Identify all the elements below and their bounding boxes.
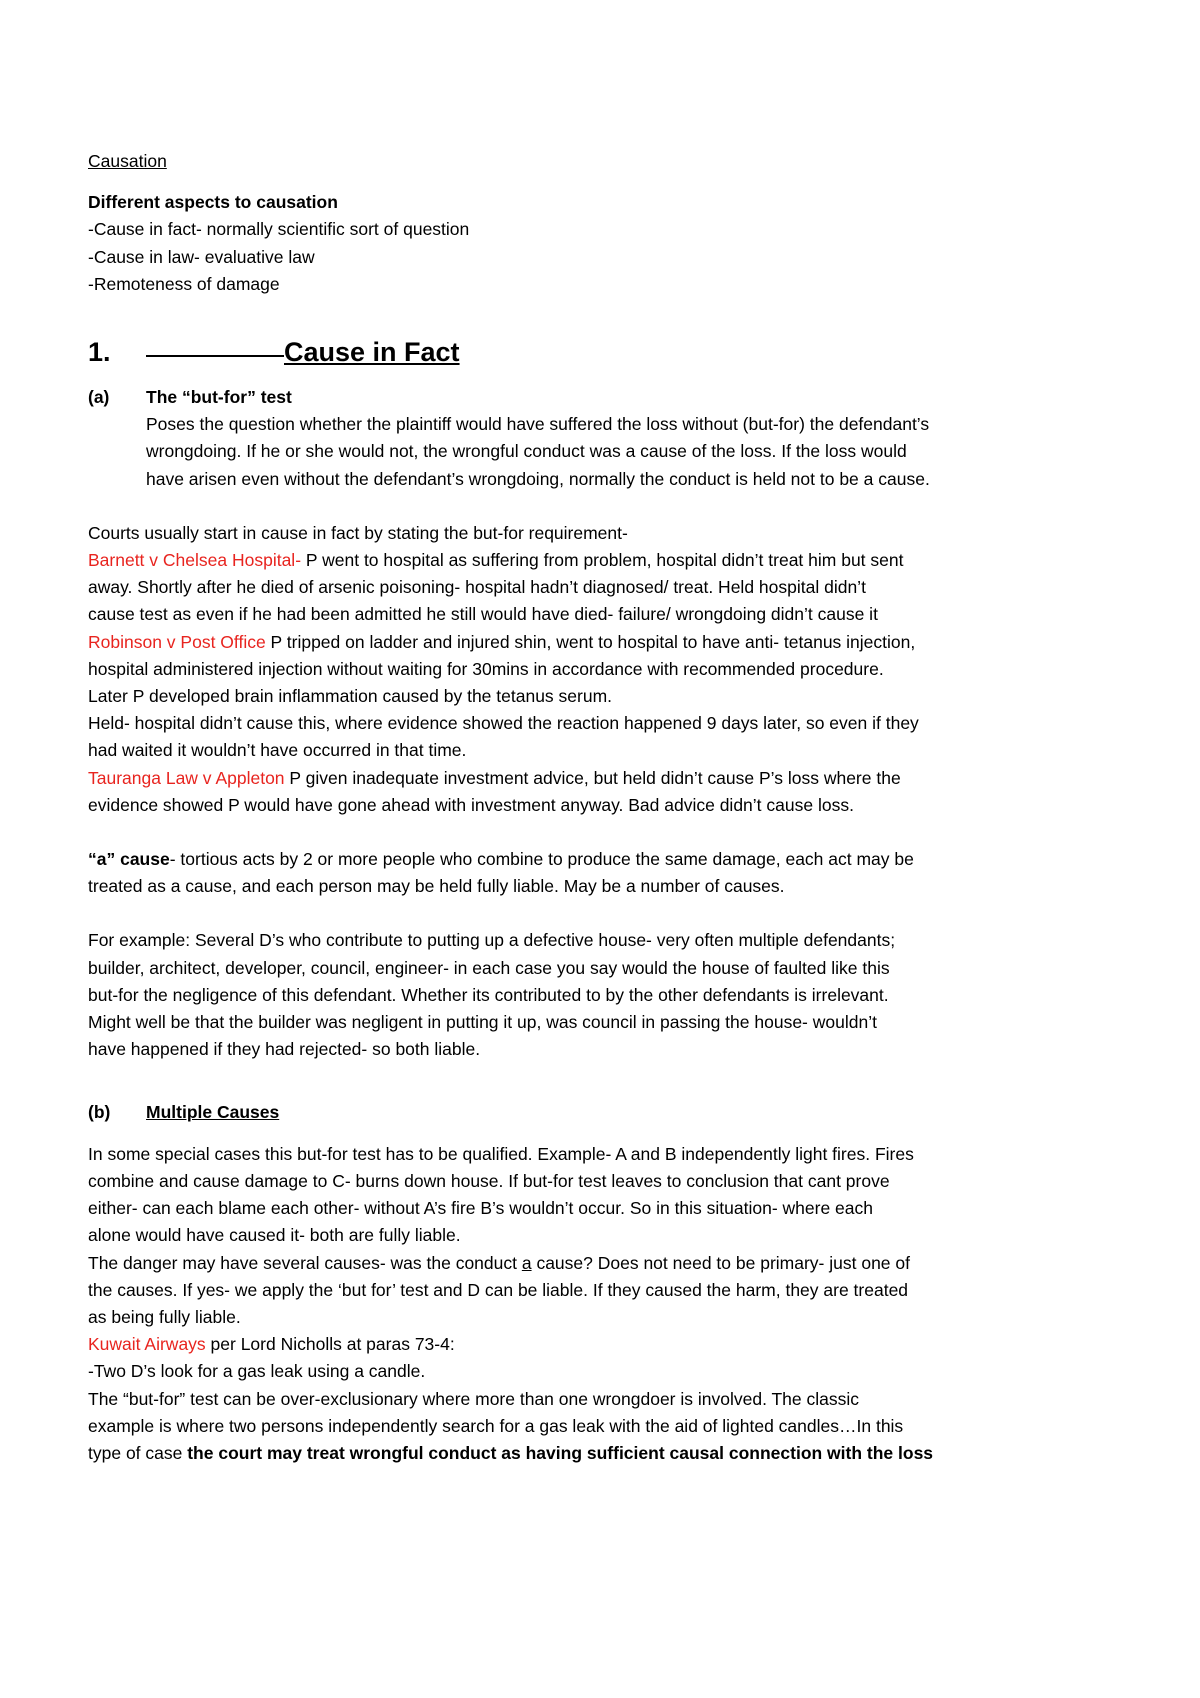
kuwait-last-line [88, 1440, 1088, 1467]
paragraph-line: builder, architect, developer, council, engineer- in each case you say would the house of faulted like this [88, 957, 890, 978]
spacer [88, 900, 1088, 927]
spacer [88, 1063, 1088, 1099]
paragraph-line: treated as a cause, and each person may be held fully liable. May be a number of causes. [88, 876, 785, 897]
paragraph-line: Held- hospital didn’t cause this, where evidence showed the reaction happened 9 days later, so even if they [88, 713, 919, 734]
subsection-b-heading [88, 1099, 1088, 1126]
danger-paragraph [88, 1250, 1088, 1277]
paragraph-line: Later P developed brain inflammation caused by the tetanus serum. [88, 686, 613, 707]
paragraph-line: In some special cases this but-for test has to be qualified. Example- A and B independently light fires. Fires [88, 1143, 914, 1164]
subsection-label: (a) [88, 387, 110, 408]
paragraph-text: cause? Does not need to be primary- just one of [531, 1252, 910, 1273]
paragraph-line: evidence showed P would have gone ahead with investment anyway. Bad advice didn’t cause loss. [88, 794, 854, 815]
spacer [88, 493, 1088, 520]
spacer [88, 1127, 1088, 1141]
section-1-heading [88, 334, 1088, 370]
paragraph-line: combine and cause damage to C- burns down house. If but-for test leaves to conclusion that cant prove [88, 1170, 890, 1191]
paragraph-text: P went to hospital as suffering from problem, hospital didn’t treat him but sent [301, 550, 904, 571]
spacer [88, 175, 1088, 189]
aspect-item: -Cause in law- evaluative law [88, 246, 315, 267]
paragraph-text: P tripped on ladder and injured shin, went to hospital to have anti- tetanus injection, [265, 631, 916, 652]
a-cause-paragraph [88, 846, 1088, 873]
paragraph-text: The danger may have several causes- was the conduct [88, 1252, 522, 1273]
paragraph-text: per Lord Nicholls at paras 73-4: [205, 1334, 455, 1355]
a-cause-term: “a” cause [88, 849, 170, 870]
paragraph-line: Might well be that the builder was negligent in putting it up, was council in passing the house- wouldn’t [88, 1012, 877, 1033]
bold-text: the court may treat wrongful conduct as having sufficient causal connection with the loss [187, 1442, 934, 1463]
paragraph-line: wrongdoing. If he or she would not, the wrongful conduct was a cause of the loss. If the loss would [146, 441, 907, 462]
aspect-item: -Cause in fact- normally scientific sort of question [88, 219, 470, 240]
aspects-heading: Different aspects to causation [88, 192, 338, 213]
but-for-paragraph [88, 411, 1088, 493]
case-name-tauranga: Tauranga Law v Appleton [88, 767, 285, 788]
spacer [88, 819, 1088, 846]
spacer [88, 370, 1088, 384]
paragraph-line: have arisen even without the defendant’s wrongdoing, normally the conduct is held not to be a cause. [146, 468, 930, 489]
paragraph-line: hospital administered injection without waiting for 30mins in accordance with recommended procedure. [88, 658, 884, 679]
paragraph-text: P given inadequate investment advice, but held didn’t cause P’s loss where the [284, 767, 901, 788]
paragraph-text: - tortious acts by 2 or more people who combine to produce the same damage, each act may be [169, 849, 914, 870]
paragraph-line: had waited it wouldn’t have occurred in that time. [88, 740, 467, 761]
document-page [88, 148, 1088, 1467]
tauranga-paragraph [88, 765, 1088, 792]
subsection-a-heading [88, 384, 1088, 411]
case-name-kuwait: Kuwait Airways [88, 1334, 206, 1355]
paragraph-text: type of case [88, 1442, 188, 1463]
paragraph-line: alone would have caused it- both are fully liable. [88, 1225, 461, 1246]
paragraph-line: Poses the question whether the plaintiff would have suffered the loss without (but-for) the defendant’s [146, 414, 930, 435]
section-number: 1. [88, 337, 111, 368]
section-title: Cause in Fact [284, 337, 460, 368]
paragraph-line: either- can each blame each other- without A’s fire B’s wouldn’t occur. So in this situation- where each [88, 1198, 874, 1219]
document-title: Causation [88, 151, 167, 171]
paragraph-line: away. Shortly after he died of arsenic poisoning- hospital hadn’t diagnosed/ treat. Held hospital didn’t [88, 577, 866, 598]
paragraph-line: The “but-for” test can be over-exclusionary where more than one wrongdoer is involved. The classic [88, 1388, 860, 1409]
paragraph-line: For example: Several D’s who contribute to putting up a defective house- very often multiple defendants; [88, 930, 896, 951]
kuwait-paragraph [88, 1331, 1088, 1358]
emphasis-a: a [521, 1252, 532, 1273]
paragraph-line: -Two D’s look for a gas leak using a candle. [88, 1361, 426, 1382]
barnett-paragraph [88, 547, 1088, 574]
courts-intro: Courts usually start in cause in fact by stating the but-for requirement- [88, 522, 628, 543]
paragraph-line: but-for the negligence of this defendant. Whether its contributed to by the other defendants is irrelevant. [88, 984, 889, 1005]
spacer [88, 298, 1088, 334]
case-name-robinson: Robinson v Post Office [88, 631, 266, 652]
paragraph-line: cause test as even if he had been admitted he still would have died- failure/ wrongdoing didn’t cause it [88, 604, 878, 625]
robinson-paragraph [88, 629, 1088, 656]
subsection-label: (b) [88, 1102, 111, 1123]
paragraph-line: example is where two persons independently search for a gas leak with the aid of lighted candles…In this [88, 1415, 904, 1436]
case-name-barnett: Barnett v Chelsea Hospital- [88, 550, 302, 571]
paragraph-line: as being fully liable. [88, 1306, 241, 1327]
heading-underline-blank [146, 355, 284, 357]
subsection-title: The “but-for” test [146, 387, 292, 408]
paragraph-line: the causes. If yes- we apply the ‘but for’ test and D can be liable. If they caused the harm, they are treated [88, 1279, 909, 1300]
aspect-item: -Remoteness of damage [88, 273, 280, 294]
paragraph-line: have happened if they had rejected- so both liable. [88, 1039, 481, 1060]
subsection-title: Multiple Causes [146, 1102, 280, 1123]
